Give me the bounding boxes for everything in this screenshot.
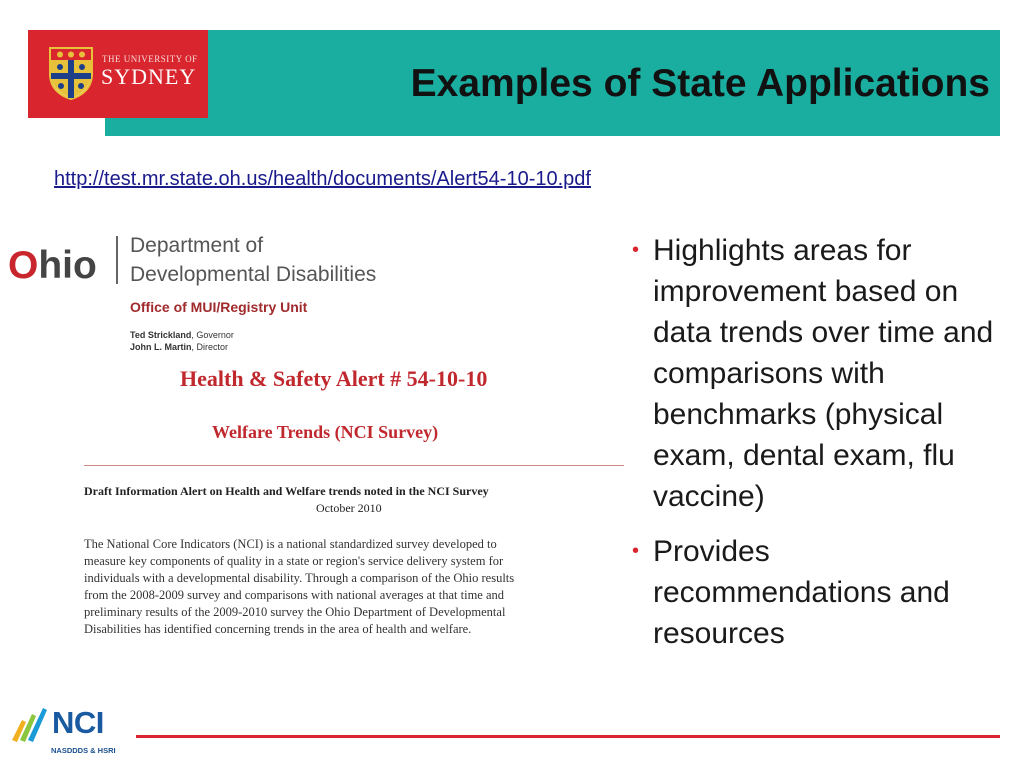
bullet-text: Provides recommendations and resources [653,535,950,650]
governor-line [130,330,234,340]
ohio-logo-text: hio [38,244,97,287]
document-link[interactable]: http://test.mr.state.oh.us/health/documents/Alert54-10-10.pdf [54,168,591,190]
nci-logo-subtitle: NASDDDS & HSRI [51,746,116,755]
logo-line-1: THE UNIVERSITY OF [102,54,198,64]
document-screenshot [0,226,632,656]
nci-logo-icon [10,706,50,744]
alert-subtitle: Welfare Trends (NCI Survey) [212,422,439,442]
ohio-logo [8,244,97,288]
bullet-icon: • [632,540,640,562]
dept-line-2: Developmental Disabilities [130,263,377,286]
body-line: measure key components of quality in a state or region's service delivery system for [84,554,504,568]
bullet-icon: • [632,239,640,261]
slide-title: Examples of State Applications [410,62,990,105]
bullet-text: Highlights areas for improvement based on data trends over time and comparisons with benchmarks (physical exam, dental exam, flu vaccine) [653,234,994,513]
bullet-list [632,230,1002,668]
director-role: , Director [191,342,229,352]
document-divider [84,465,624,466]
office-name: Office of MUI/Registry Unit [130,299,308,315]
bullet-item [632,230,1002,517]
director-line [130,342,228,352]
body-line: The National Core Indicators (NCI) is a national standardized survey developed to [84,537,497,551]
body-line: Disabilities has identified concerning trends in the area of health and welfare. [84,622,472,636]
nci-logo-text: NCI [52,705,104,740]
body-line: individuals with a developmental disability. Through a comparison of the Ohio results [84,571,515,585]
bullet-item [632,531,1002,654]
university-crest-icon [48,46,94,100]
governor-role: , Governor [191,330,234,340]
director-name: John L. Martin [130,342,192,352]
governor-name: Ted Strickland [130,330,192,340]
dept-line-1: Department of [130,234,264,257]
alert-title: Health & Safety Alert # 54-10-10 [180,366,488,391]
body-line: preliminary results of the 2009-2010 survey the Ohio Department of Developmental [84,605,506,619]
draft-heading: Draft Information Alert on Health and Welfare trends noted in the NCI Survey [84,484,489,498]
body-line: from the 2008-2009 survey and comparisons with national averages at that time and [84,588,505,602]
ohio-logo-o: O [8,244,39,287]
logo-line-2: SYDNEY [101,64,197,89]
draft-date: October 2010 [316,501,382,515]
logo-divider [116,236,118,284]
footer-rule [136,735,1000,738]
